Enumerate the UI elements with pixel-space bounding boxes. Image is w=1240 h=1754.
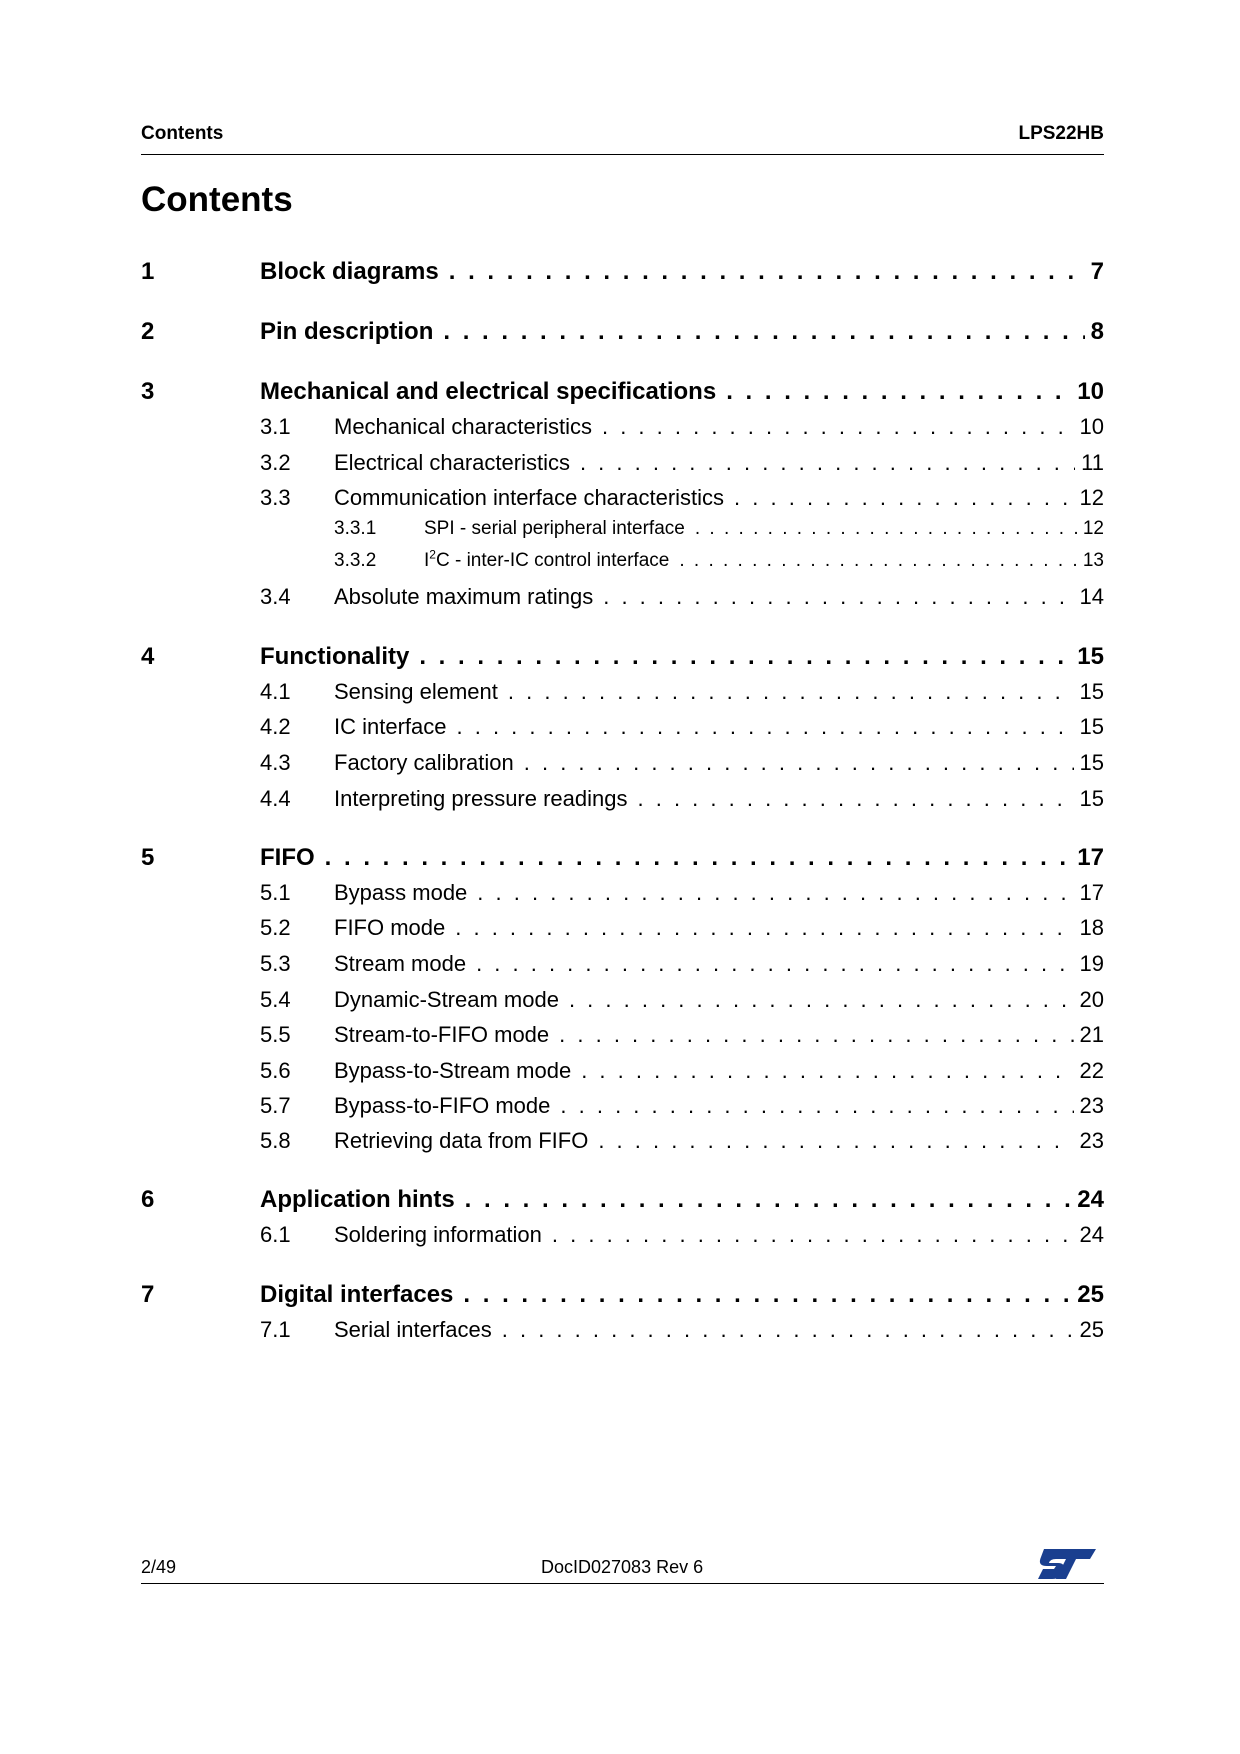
toc-entry-title: Bypass mode	[334, 880, 468, 905]
toc-dot-leader	[552, 1222, 1074, 1248]
toc-entry-title: Electrical characteristics	[334, 450, 570, 475]
toc-entry-page: 12	[1079, 485, 1104, 510]
page-title: Contents	[141, 180, 293, 219]
toc-entry-number: 5.3	[260, 951, 291, 976]
toc-dot-leader	[603, 584, 1073, 610]
toc-entry-title: Mechanical characteristics	[334, 414, 592, 439]
toc-entry-page: 17	[1079, 880, 1104, 905]
toc-entry-page: 10	[1079, 414, 1104, 439]
toc-dot-leader	[443, 318, 1084, 346]
toc-entry-page: 10	[1077, 378, 1104, 405]
toc-dot-leader	[569, 987, 1074, 1013]
toc-dot-leader	[726, 378, 1071, 406]
toc-entry-title: FIFO mode	[334, 915, 446, 940]
toc-entry-title: Absolute maximum ratings	[334, 584, 594, 609]
toc-entry-page: 17	[1077, 844, 1104, 871]
toc-entry-title: SPI - serial peripheral interface	[424, 518, 685, 539]
toc-entry[interactable]	[141, 915, 1104, 945]
toc-entry-title-prefix: I	[424, 550, 430, 571]
toc-entry-title: Retrieving data from FIFO	[334, 1128, 589, 1153]
toc-entry[interactable]	[141, 318, 1104, 348]
toc-entry-title-superscript: 2	[429, 550, 436, 562]
toc-dot-leader	[463, 1281, 1071, 1309]
toc-entry-number: 6	[141, 1186, 155, 1213]
toc-entry-number: 4.2	[260, 714, 291, 739]
toc-entry[interactable]	[141, 1128, 1104, 1158]
toc-dot-leader	[602, 414, 1074, 440]
toc-entry-number: 3.3.2	[334, 550, 377, 571]
toc-entry-title: Dynamic-Stream mode	[334, 987, 559, 1012]
header-product-name: LPS22HB	[1018, 123, 1104, 144]
footer-doc-id: DocID027083 Rev 6	[541, 1557, 704, 1577]
toc-entry[interactable]	[141, 951, 1104, 981]
toc-entry[interactable]	[141, 485, 1104, 515]
toc-entry-page: 21	[1079, 1022, 1104, 1047]
toc-entry-page: 11	[1081, 450, 1104, 475]
toc-entry-number: 3.2	[260, 450, 291, 475]
toc-entry-page: 19	[1079, 951, 1104, 976]
toc-entry[interactable]	[141, 518, 1104, 548]
toc-entry-number: 3.3	[260, 485, 291, 510]
toc-entry[interactable]	[141, 1058, 1104, 1088]
toc-entry-page: 13	[1082, 550, 1104, 571]
toc-entry-number: 3	[141, 378, 155, 405]
toc-entry[interactable]	[141, 258, 1104, 288]
toc-dot-leader	[476, 951, 1073, 977]
toc-entry-title: Stream-to-FIFO mode	[334, 1022, 550, 1047]
toc-entry-title: Bypass-to-Stream mode	[334, 1058, 572, 1083]
toc-entry-page: 23	[1079, 1093, 1104, 1118]
toc-entry-page: 22	[1079, 1058, 1104, 1083]
toc-entry-page: 8	[1090, 318, 1104, 345]
toc-dot-leader	[457, 714, 1074, 740]
toc-entry[interactable]	[141, 414, 1104, 444]
toc-entry[interactable]	[141, 844, 1104, 874]
toc-entry-page: 24	[1077, 1186, 1104, 1213]
toc-entry[interactable]	[141, 987, 1104, 1017]
toc-entry[interactable]	[141, 584, 1104, 614]
toc-entry[interactable]	[141, 1317, 1104, 1347]
toc-entry-page: 14	[1079, 584, 1104, 609]
footer-page-number: 2/49	[141, 1557, 177, 1577]
toc-entry-number: 5.7	[260, 1093, 291, 1118]
toc-entry-number: 5.6	[260, 1058, 291, 1083]
toc-entry-number: 3.4	[260, 584, 291, 609]
toc-entry-number: 7.1	[260, 1317, 291, 1342]
toc-entry-number: 3.1	[260, 414, 291, 439]
toc-entry-title: Bypass-to-FIFO mode	[334, 1093, 551, 1118]
toc-entry[interactable]	[141, 1186, 1104, 1216]
toc-dot-leader	[638, 786, 1074, 812]
toc-entry-title: Serial interfaces	[334, 1317, 492, 1342]
toc-entry-number: 5.5	[260, 1022, 291, 1047]
toc-entry[interactable]	[141, 880, 1104, 910]
toc-entry-number: 7	[141, 1281, 155, 1308]
page-footer	[141, 1553, 1104, 1584]
toc-entry[interactable]	[141, 1093, 1104, 1123]
toc-entry-title: Stream mode	[334, 951, 467, 976]
toc-entry[interactable]	[141, 786, 1104, 816]
toc-entry[interactable]	[141, 450, 1104, 480]
toc-dot-leader	[580, 450, 1075, 476]
toc-dot-leader	[734, 485, 1073, 511]
toc-entry-number: 5.8	[260, 1128, 291, 1153]
toc-entry[interactable]	[141, 714, 1104, 744]
toc-entry[interactable]	[141, 378, 1104, 408]
toc-entry[interactable]	[141, 1022, 1104, 1052]
table-of-contents	[141, 0, 1104, 1754]
toc-entry-number: 6.1	[260, 1222, 291, 1247]
toc-dot-leader	[695, 518, 1077, 540]
toc-dot-leader	[559, 1022, 1073, 1048]
toc-dot-leader	[477, 880, 1073, 906]
toc-entry[interactable]	[141, 1222, 1104, 1252]
toc-dot-leader	[419, 643, 1071, 671]
toc-dot-leader	[524, 750, 1074, 776]
toc-entry-number: 4.4	[260, 786, 291, 811]
toc-entry-title: Block diagrams	[260, 258, 439, 285]
toc-entry-title	[424, 550, 669, 572]
toc-entry-number: 5.1	[260, 880, 291, 905]
toc-entry-number: 1	[141, 258, 155, 285]
toc-entry-title: Soldering information	[334, 1222, 542, 1247]
toc-dot-leader	[325, 844, 1072, 872]
toc-entry-title: FIFO	[260, 844, 315, 871]
toc-entry-number: 5.4	[260, 987, 291, 1012]
toc-entry-page: 7	[1090, 258, 1104, 285]
toc-dot-leader	[508, 679, 1074, 705]
toc-entry-title: Application hints	[260, 1186, 455, 1213]
toc-dot-leader	[455, 915, 1073, 941]
toc-dot-leader	[465, 1186, 1072, 1214]
toc-entry-title: Sensing element	[334, 679, 498, 704]
toc-entry-title: Functionality	[260, 643, 410, 670]
toc-entry-title: Digital interfaces	[260, 1281, 454, 1308]
toc-entry-page: 23	[1079, 1128, 1104, 1153]
toc-entry-title: Mechanical and electrical specifications	[260, 378, 717, 405]
toc-entry-number: 3.3.1	[334, 518, 377, 539]
toc-dot-leader	[449, 258, 1085, 286]
toc-entry-page: 25	[1077, 1281, 1104, 1308]
toc-entry[interactable]	[141, 550, 1104, 580]
toc-dot-leader	[560, 1093, 1073, 1119]
toc-entry-title-text: C - inter-IC control interface	[435, 550, 670, 571]
toc-entry-page: 15	[1079, 714, 1104, 739]
toc-entry[interactable]	[141, 679, 1104, 709]
toc-entry-number: 5	[141, 844, 155, 871]
toc-dot-leader	[502, 1317, 1074, 1343]
toc-entry-number: 4.3	[260, 750, 291, 775]
toc-entry-title: Interpreting pressure readings	[334, 786, 628, 811]
toc-entry-title: IC interface	[334, 714, 447, 739]
toc-entry[interactable]	[141, 643, 1104, 673]
toc-entry-title: Pin description	[260, 318, 434, 345]
toc-entry[interactable]	[141, 1281, 1104, 1311]
toc-entry-page: 24	[1079, 1222, 1104, 1247]
toc-dot-leader	[679, 550, 1077, 572]
toc-entry-page: 12	[1082, 518, 1104, 539]
toc-entry-page: 15	[1079, 679, 1104, 704]
toc-dot-leader	[581, 1058, 1073, 1084]
toc-dot-leader	[598, 1128, 1073, 1154]
toc-entry-page: 25	[1079, 1317, 1104, 1342]
toc-entry-page: 20	[1079, 987, 1104, 1012]
toc-entry[interactable]	[141, 750, 1104, 780]
toc-entry-page: 18	[1079, 915, 1104, 940]
toc-entry-page: 15	[1079, 786, 1104, 811]
toc-entry-title: Factory calibration	[334, 750, 514, 775]
toc-entry-number: 4	[141, 643, 155, 670]
st-logo-icon	[1036, 1547, 1098, 1581]
toc-entry-number: 5.2	[260, 915, 291, 940]
toc-entry-number: 2	[141, 318, 155, 345]
header-section-label: Contents	[141, 123, 224, 144]
toc-entry-number: 4.1	[260, 679, 291, 704]
toc-entry-page: 15	[1077, 643, 1104, 670]
toc-entry-title: Communication interface characteristics	[334, 485, 725, 510]
toc-entry-page: 15	[1079, 750, 1104, 775]
